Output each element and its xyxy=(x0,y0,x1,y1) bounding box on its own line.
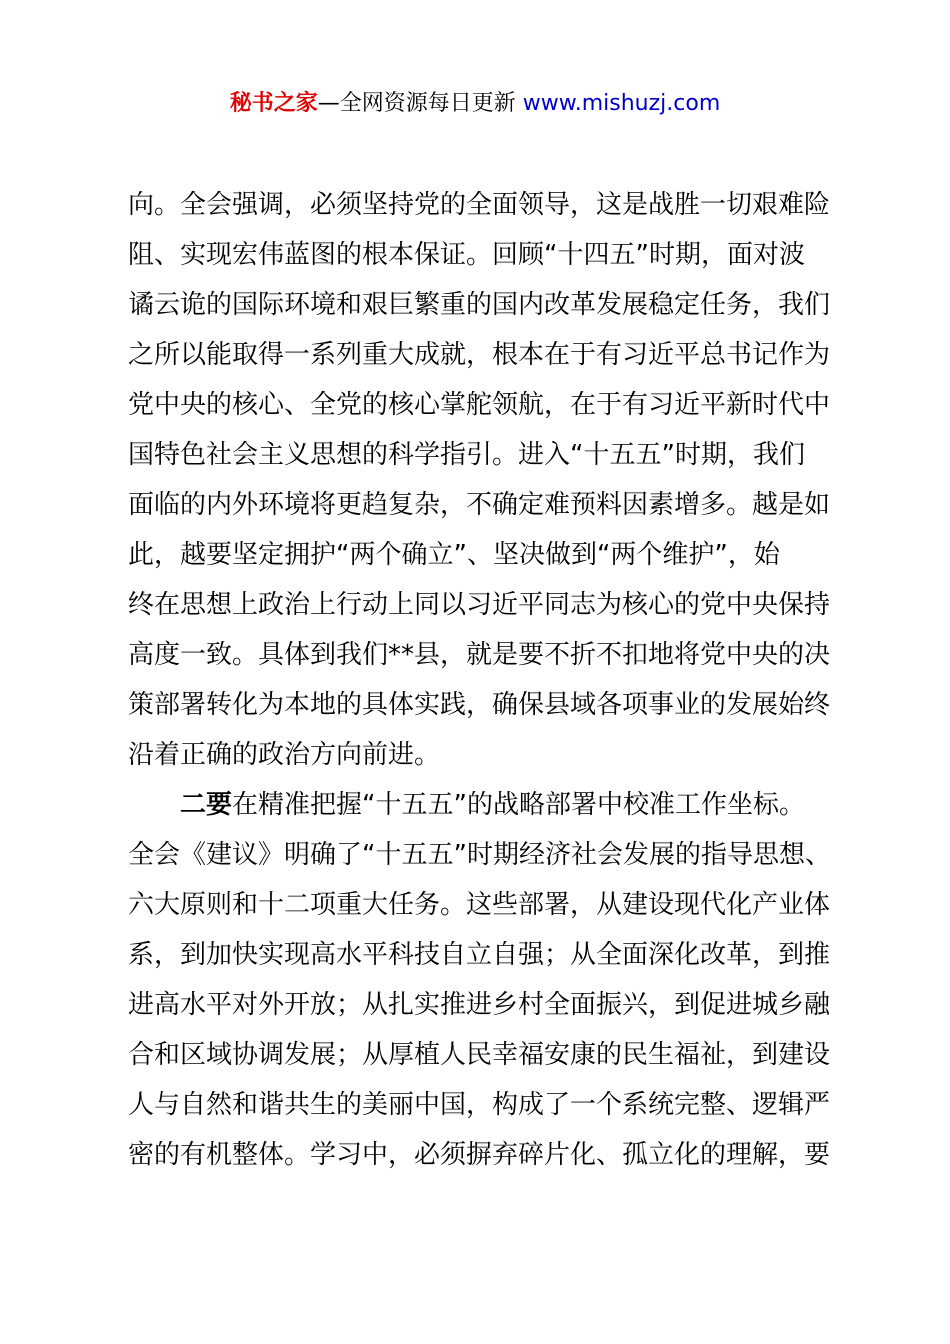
text-line: 系，到加快实现高水平科技自立自强；从全面深化改革，到推 xyxy=(128,940,831,970)
text-line: 合和区域协调发展；从厚植人民幸福安康的民生福祉，到建设 xyxy=(128,1040,831,1070)
text-line: 策部署转化为本地的具体实践，确保县域各项事业的发展始终 xyxy=(128,690,831,720)
header-tagline: —全网资源每日更新 xyxy=(317,91,523,116)
text-line: 国特色社会主义思想的科学指引。进入“十五五”时期，我们 xyxy=(128,440,805,470)
text-line: 谲云诡的国际环境和艰巨繁重的国内改革发展稳定任务，我们 xyxy=(128,290,831,320)
brand-name: 秘书之家 xyxy=(229,91,318,116)
text-line: 全会《建议》明确了“十五五”时期经济社会发展的指导思想、 xyxy=(128,840,831,870)
paragraph-lead-line xyxy=(128,780,838,830)
text-line: 终在思想上政治上行动上同以习近平同志为核心的党中央保持 xyxy=(128,590,831,620)
text-line: 人与自然和谐共生的美丽中国，构成了一个系统完整、逻辑严 xyxy=(128,1090,831,1120)
text-line: 进高水平对外开放；从扎实推进乡村全面振兴，到促进城乡融 xyxy=(128,990,831,1020)
text-line: 之所以能取得一系列重大成就，根本在于有习近平总书记作为 xyxy=(128,340,831,370)
text-line: 沿着正确的政治方向前进。 xyxy=(128,740,441,770)
text-line: 六大原则和十二项重大任务。这些部署，从建设现代化产业体 xyxy=(128,890,831,920)
text-line: 向。全会强调，必须坚持党的全面领导，这是战胜一切艰难险 xyxy=(128,190,831,220)
text-line: 此，越要坚定拥护“两个确立”、坚决做到“两个维护”，始 xyxy=(128,540,780,570)
text-line: 党中央的核心、全党的核心掌舵领航，在于有习近平新时代中 xyxy=(128,390,831,420)
site-header xyxy=(0,88,950,120)
paragraph-2 xyxy=(128,780,838,1180)
site-url-link[interactable]: www.mishuzj.com xyxy=(522,91,721,116)
text-line: 阻、实现宏伟蓝图的根本保证。回顾“十四五”时期，面对波 xyxy=(128,240,805,270)
text-line: 密的有机整体。学习中，必须摒弃碎片化、孤立化的理解，要 xyxy=(128,1140,831,1170)
text-line: 面临的内外环境将更趋复杂，不确定难预料因素增多。越是如 xyxy=(128,490,831,520)
document-body xyxy=(128,180,838,1180)
paragraph-lead-text: 在精准把握“十五五”的战略部署中校准工作坐标。 xyxy=(232,790,805,820)
paragraph-lead-bold: 二要 xyxy=(180,790,233,820)
text-line: 高度一致。具体到我们**县，就是要不折不扣地将党中央的决 xyxy=(128,640,831,670)
paragraph-1 xyxy=(128,180,838,780)
